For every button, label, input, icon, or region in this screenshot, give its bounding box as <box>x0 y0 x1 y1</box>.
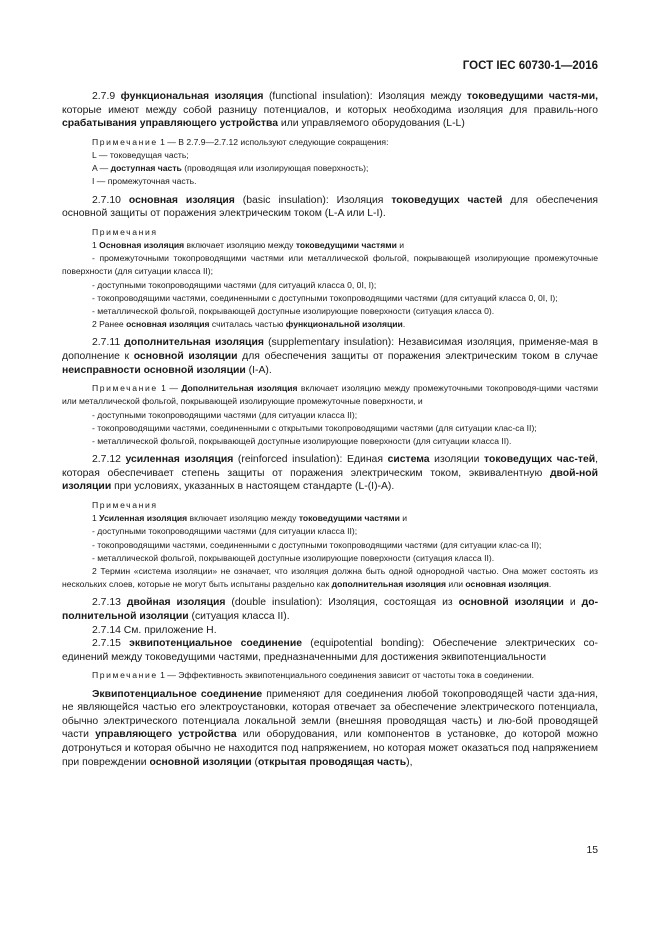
text-run: Примечания <box>92 226 158 237</box>
text-run: . <box>402 319 406 330</box>
term-bold: токоведущими частями <box>295 239 397 250</box>
note-paragraph <box>62 252 598 278</box>
text-run: для обеспечения защиты от поражения электрическим током в случае <box>237 351 598 362</box>
text-run: (I-A). <box>245 364 272 376</box>
text-run: I — промежуточная часть. <box>92 176 197 187</box>
clause-paragraph <box>62 336 598 377</box>
note-paragraph <box>62 136 598 149</box>
text-run: и <box>399 513 408 524</box>
term-bold: система <box>387 454 430 466</box>
text-run: считалась частью <box>209 319 286 330</box>
term-bold: срабатывания управляющего устройства <box>62 118 279 130</box>
note-paragraph <box>62 279 598 292</box>
text-run: 1 <box>92 513 100 524</box>
term-bold: Эквипотенциальное соединение <box>92 688 263 700</box>
text-run: Примечание <box>92 383 158 394</box>
text-run: (reinforced insulation): Единая <box>233 454 388 466</box>
term-bold: управляющего устройства <box>95 729 237 741</box>
text-run: для обеспечения основной защиты от поражения электрическим током (L-A или L-I). <box>62 194 599 220</box>
term-bold: токоведущими частями <box>298 513 400 524</box>
note-paragraph <box>62 318 598 331</box>
text-run: , которая обеспечивает степень защиты от поражения электрическим током, эквивалентную <box>62 454 598 479</box>
text-run: - металлической фольгой, покрывающей доступные изолирующие поверхности (ситуация класса 0). <box>92 306 495 316</box>
text-run: L — токоведущая часть; <box>92 149 189 160</box>
term-bold: функциональной изоляции <box>285 319 403 330</box>
text-run: применяют для соединения любой токопроводящей части зда-ния, не являющейся частью его электроустановки, которая отвечает за обеспечение электрического потенциала, обычно электрического потенциала локальной земли (внешняя проводящая часть) и лю-бой проводящей части <box>62 688 598 741</box>
text-run: - металлической фольгой, покрывающей доступные изолирующие поверхности (ситуация класса II). <box>92 552 495 563</box>
text-run: . <box>548 579 552 590</box>
note-paragraph <box>62 239 598 252</box>
term-bold: дополнительная изоляция <box>124 337 264 349</box>
text-run: - металлической фольгой, покрывающей доступные изолирующие поверхности (для ситуации класса II). <box>92 436 512 446</box>
text-run: 2.7.11 <box>92 337 125 349</box>
note-paragraph <box>62 565 598 591</box>
note-paragraph <box>62 292 598 305</box>
text-run: (equipotential bonding): Обеспечение электрических со-единений между токоведущими частями, предназначенными для достижения эквипотенциальности <box>62 638 598 663</box>
text-run: 1 — <box>157 383 182 394</box>
text-run: (ситуация класса II). <box>188 611 290 622</box>
text-run: Примечание <box>92 136 158 147</box>
term-bold: основной изоляции <box>133 351 238 362</box>
note-paragraph <box>62 382 598 408</box>
document-header: ГОСТ IEC 60730-1—2016 <box>462 60 598 72</box>
clause-paragraph <box>62 637 598 664</box>
text-run: 2.7.10 <box>92 194 129 206</box>
clause-paragraph <box>62 194 598 221</box>
text-run: 2.7.13 <box>92 597 127 609</box>
term-bold: основная изоляция <box>465 579 549 590</box>
note-paragraph <box>62 539 598 552</box>
text-run: (double insulation): Изоляция, состоящая из <box>225 597 459 609</box>
note-paragraph <box>62 149 598 162</box>
term-bold: доступная часть <box>110 163 182 174</box>
clause-paragraph <box>62 453 598 494</box>
term-bold: открытая проводящая часть <box>257 756 407 768</box>
text-run: (functional insulation): Изоляция между <box>263 91 467 102</box>
text-run: или оборудования, или компонентов в установке, до которой можно дотронуться и которая обычно не находится под напряжением, но которая может оказаться под напряжением при повреждении <box>62 729 598 768</box>
text-run: - доступными токопроводящими частями (для ситуации класса II); <box>92 526 358 537</box>
text-run: ( <box>251 756 258 768</box>
text-run: (проводящая или изолирующая поверхность); <box>181 163 369 174</box>
text-run: при условиях, указанных в настоящем стандарте (L-(I)-A). <box>111 481 395 493</box>
note-paragraph <box>62 409 598 422</box>
text-run: 2.7.12 <box>92 454 126 466</box>
text-run: - токопроводящими частями, соединенными с доступными токопроводящими частями (для ситуаций класса 0, 0I, I); <box>92 292 558 303</box>
clause-paragraph <box>62 688 598 770</box>
text-run: 1 <box>92 239 100 250</box>
text-run: и <box>396 239 405 250</box>
note-paragraph <box>62 552 598 565</box>
text-run: изоляции <box>429 454 485 466</box>
text-run: 2.7.14 См. приложение Н. <box>92 624 217 636</box>
term-bold: Усиленная изоляция <box>99 513 188 524</box>
term-bold: функциональная изоляция <box>120 91 264 102</box>
text-run: - доступными токопроводящими частями (для ситуаций класса 0, 0I, I); <box>92 279 377 290</box>
note-paragraph <box>62 525 598 538</box>
text-run: - промежуточными токопроводящими частями или металлической фольгой, покрывающей изолирующие промежуточные поверхности (для ситуации класса II); <box>62 253 598 277</box>
text-run: 1 — Эффективность эквипотенциального соединения зависит от частоты тока в соединении. <box>157 670 535 681</box>
term-bold: усиленная изоляция <box>125 454 234 466</box>
term-bold: Дополнительная изоляция <box>181 383 298 394</box>
text-run: - токопроводящими частями, соединенными с открытыми токопроводящими частями (для ситуации клас-са II); <box>92 422 537 433</box>
document-body <box>62 90 598 769</box>
text-run: Примечания <box>92 499 158 510</box>
term-bold: до-полнительной изоляции <box>62 597 599 622</box>
term-bold: основной изоляции <box>149 756 252 768</box>
text-run: и <box>563 597 582 609</box>
text-run: включает изоляцию между промежуточными токопроводя-щими частями или металлической фольгой, покрывающей изолирующие промежуточные поверхности, и <box>62 383 598 407</box>
text-run: или управляемого оборудования (L-L) <box>278 118 465 130</box>
term-bold: эквипотенциальное соединение <box>129 638 303 650</box>
term-bold: дополнительная изоляция <box>331 579 447 590</box>
text-run: включает изоляцию между <box>184 239 296 250</box>
text-run: - токопроводящими частями, соединенными с доступными токопроводящими частями (для ситуации клас-са II); <box>92 539 542 550</box>
note-paragraph <box>62 175 598 188</box>
term-bold: двой-ной изоляции <box>62 467 598 493</box>
term-bold: токоведущими частя-ми, <box>466 91 599 102</box>
note-paragraph <box>62 499 598 512</box>
note-paragraph <box>62 669 598 682</box>
page-number: 15 <box>586 845 598 856</box>
note-paragraph <box>62 435 598 448</box>
note-paragraph <box>62 226 598 239</box>
text-run: (supplementary insulation): Независимая изоляция, применяе-мая в дополнение к <box>62 337 598 362</box>
term-bold: Основная изоляция <box>99 239 185 250</box>
text-run: Примечание <box>92 670 158 681</box>
text-run: или <box>446 579 466 590</box>
note-paragraph <box>62 422 598 435</box>
text-run: 2.7.9 <box>92 91 121 102</box>
clause-paragraph <box>62 90 598 131</box>
text-run: включает изоляцию между <box>187 513 299 524</box>
text-run: 2.7.15 <box>92 638 130 650</box>
text-run: 1 — В 2.7.9—2.7.12 используют следующие сокращения: <box>157 136 389 147</box>
term-bold: основной изоляции <box>458 597 564 609</box>
note-paragraph <box>62 512 598 525</box>
term-bold: основная изоляция <box>128 194 235 206</box>
note-paragraph <box>62 162 598 175</box>
text-run: - доступными токопроводящими частями (для ситуации класса II); <box>92 409 358 420</box>
text-run: A — <box>92 163 111 174</box>
text-run: (basic insulation): Изоляция <box>234 194 392 206</box>
clause-paragraph <box>62 624 598 638</box>
term-bold: основная изоляция <box>126 319 210 330</box>
clause-paragraph <box>62 596 598 623</box>
term-bold: токоведущих час-тей <box>484 454 596 466</box>
term-bold: неисправности основной изоляции <box>62 364 246 376</box>
note-paragraph <box>62 305 598 318</box>
text-run: ), <box>406 756 413 768</box>
text-run: которые имеют между собой разницу потенциалов, и которых необходима изоляция для правиль-ного <box>62 104 598 116</box>
term-bold: токоведущих частей <box>391 194 503 206</box>
term-bold: двойная изоляция <box>126 597 226 609</box>
text-run: 2 Ранее <box>92 319 127 330</box>
text-run: 2 Термин «система изоляции» не означает, что изоляция должна быть одной однородной частью. Она может состоять из нескольких слоев, которые не могут быть испытаны раздельно как <box>62 566 598 590</box>
